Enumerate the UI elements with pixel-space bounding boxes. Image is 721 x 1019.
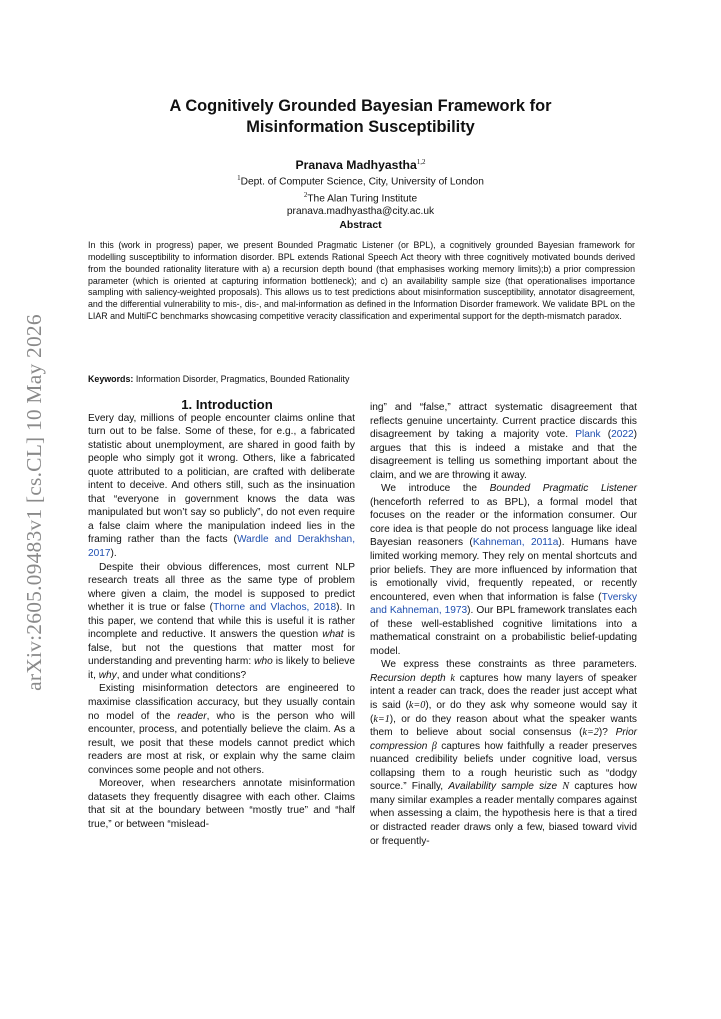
intro-p7-em-availability-sample-size: Availability sample size	[448, 781, 558, 793]
arxiv-identifier-text: arXiv:2605.09483v1 [cs.CL] 10 May 2026	[21, 313, 46, 691]
math-k2: k=2	[582, 727, 599, 739]
author-name: Pranava Madhyastha	[295, 158, 417, 173]
intro-p6-text-a: We introduce the	[381, 483, 490, 495]
keywords-line	[88, 374, 349, 384]
citation-kahneman-2011a[interactable]: Kahneman, 2011a	[472, 537, 559, 549]
title-block	[0, 96, 721, 231]
affiliation-1-text: Dept. of Computer Science, City, University of London	[240, 176, 484, 188]
intro-p6-em-bpl: Bounded Pragmatic Listener	[489, 483, 637, 495]
intro-p7-em-prior-compression: Prior compression	[370, 727, 637, 752]
author-affiliation-marks: 1,2	[416, 158, 426, 166]
intro-p7-text-g: captures how many similar examples a reader mentally compares against when assessing a claim, the hypothesis here is that a tired or distracted reader draws only a few, biased toward vivid or frequently-	[370, 781, 637, 847]
abstract-text: In this (work in progress) paper, we present Bounded Pragmatic Listener (or BPL), a cognitively grounded Bayesian framework for modelling susceptibility to information disorder. BPL extends Rational Speech Act theory with three cognitively motivated bounds derived from the bounded rationality literature with a) a recursion depth bound (that emphasises working memory limits);b) a prior compression parameter (which is oriented at capturing information bottleneck); and c) an availability sample size (that operationalises importance sampling with saliency-weighted proposals). This allows us to test predictions about misinformation susceptibility, annotator disagreement, and the differential vulnerability to mis-, dis-, and mal-information as defined in the Information Disorder framework. We validate BPL on the LIAR and MultiFC benchmarks showcasing competitive veracity classification and experimental support for the depth-mismatch paradox.	[88, 240, 635, 322]
citation-plank[interactable]: Plank	[575, 429, 601, 441]
intro-p3-text-b: , who is the person who will encounter, process, and potentially believe the claim. As a result, we posit that these models cannot predict which readers are most at risk, or explain why the same claim convinces some people and not others.	[88, 710, 355, 776]
citation-wardle-derakhshan[interactable]: Wardle and Derakhshan, 2017	[88, 534, 356, 560]
intro-p6-text-c: ). Humans have limited working memory. They rely on mental shortcuts and prior beliefs. They are more influenced by information that is emotionally vivid, frequently repeated, or recently encountered, even when that information is false (	[370, 537, 637, 603]
keywords-label: Keywords:	[88, 374, 134, 384]
intro-p5-text-b: ) argues that this is indeed a mistake and that the disagreement is telling us something important about the claim, and we are throwing it away.	[370, 429, 637, 481]
intro-paragraph-5	[370, 401, 637, 482]
paper-title-line-2: Misinformation Susceptibility	[246, 118, 475, 136]
arxiv-identifier-watermark	[14, 292, 54, 712]
intro-p5-paren: (	[600, 429, 612, 441]
intro-p2-em-why: why	[98, 669, 117, 681]
intro-p2-em-who: who	[254, 656, 273, 668]
intro-p1-end: ).	[110, 548, 117, 560]
citation-tversky-kahneman[interactable]: Tversky and Kahneman, 1973	[370, 591, 637, 617]
intro-paragraph-1	[88, 412, 355, 561]
math-N: N	[562, 781, 570, 793]
left-column	[88, 398, 355, 832]
affiliation-1	[0, 172, 721, 189]
math-k: k	[450, 672, 455, 684]
author-email: pranava.madhyastha@city.ac.uk	[286, 206, 435, 218]
affiliation-2-text: The Alan Turing Institute	[307, 193, 418, 205]
right-column	[370, 401, 637, 848]
intro-p3-em-reader: reader	[177, 710, 207, 722]
citation-thorne-vlachos[interactable]: Thorne and Vlachos, 2018	[213, 602, 337, 614]
intro-paragraph-2	[88, 561, 355, 683]
paper-title	[0, 96, 721, 138]
intro-p2-text-a: Despite their obvious differences, most current NLP research treats all three as the same type of problem where given a claim, the model is supposed to predict whether it is true or false (	[88, 561, 355, 614]
intro-p7-em-recursion-depth: Recursion depth	[370, 672, 446, 684]
math-k1: k=1	[373, 713, 390, 725]
affiliation-2-mark: 2	[303, 190, 308, 199]
section-heading-introduction: 1. Introduction	[181, 397, 273, 412]
intro-p2-text-d: is likely to believe it,	[88, 656, 355, 681]
paper-title-line-1: A Cognitively Grounded Bayesian Framework for	[169, 97, 552, 115]
affiliation-2	[0, 189, 721, 206]
affiliation-1-mark: 1	[237, 174, 241, 183]
intro-p6-text-b: (henceforth referred to as BPL), a formal model that focuses on the reader or the information consumer. Our core idea is that people do not process language like ideal Bayesian reasoners (	[370, 496, 637, 549]
intro-p7-text-d: ), or do they reason about what the speaker wants them to believe about social consensus (	[370, 713, 637, 739]
intro-paragraph-6	[370, 482, 637, 658]
intro-paragraph-7	[370, 658, 637, 848]
intro-paragraph-4: Moreover, when researchers annotate misinformation datasets they frequently disagree with each other. Claims that sit at the boundary between “mostly true” and “half true,” or between “mislead-	[88, 778, 355, 830]
intro-p6-text-d: ). Our BPL framework translates each of these well-established cognitive limitations into a mathematical constraint on a probabilistic belief-updating model.	[370, 605, 637, 657]
intro-p7-text-f: captures how faithfully a reader preserves nuanced credibility beliefs under cognitive load, versus collapsing them to a rough heuristic such as “dodgy source.” Finally,	[370, 740, 637, 793]
intro-p7-text-c: ), or do they ask why someone would say it (	[370, 700, 638, 725]
intro-p7-text-e: )?	[598, 727, 616, 739]
intro-p2-text-e: , and under what conditions?	[116, 669, 247, 681]
intro-p1-text: Every day, millions of people encounter claims online that turn out to be false. Some of these, for e.g., a fabricated statistic about unemployment, are shared in good faith by people who simply got it wrong. Others, like a fabricated quote attributed to a politician, are crafted with deliberate intent to deceive. And others still, such as the insinuation that “everyone in government knows the data was manipulated but won’t say so publicly”, do not even require a false claim where the manipulation indeed lies in the framing rather than the facts (	[88, 412, 355, 546]
intro-p2-text-b: ). In this paper, we contend that while this is useful it is rather incomplete and reductive. It answers the question	[88, 602, 355, 641]
intro-paragraph-3	[88, 682, 355, 777]
keywords-list: Information Disorder, Pragmatics, Bounded Rationality	[135, 374, 350, 384]
math-k0: k=0	[408, 700, 426, 712]
intro-p7-text-a: We express these constraints as three parameters.	[381, 659, 637, 671]
intro-p7-text-b: captures how many layers of speaker intent a reader can track, does the reader just accept what is said (	[370, 672, 637, 712]
intro-p2-text-c: is false, but not the questions that matter most for understanding and preventing harm:	[88, 629, 355, 668]
abstract-heading: Abstract	[339, 220, 382, 232]
intro-p2-em-what: what	[322, 629, 344, 641]
author-line	[0, 158, 721, 172]
citation-plank-year[interactable]: 2022	[611, 429, 634, 441]
intro-p3-text-a: Existing misinformation detectors are engineered to maximise classification accuracy, but they usually contain no model of the	[88, 683, 355, 722]
math-beta: β	[431, 740, 437, 752]
intro-p5-text-a: ing” and “false,” attract systematic disagreement that reflects genuine uncertainty. Current practice discards this disagreement by taking a majority vote.	[370, 402, 637, 441]
